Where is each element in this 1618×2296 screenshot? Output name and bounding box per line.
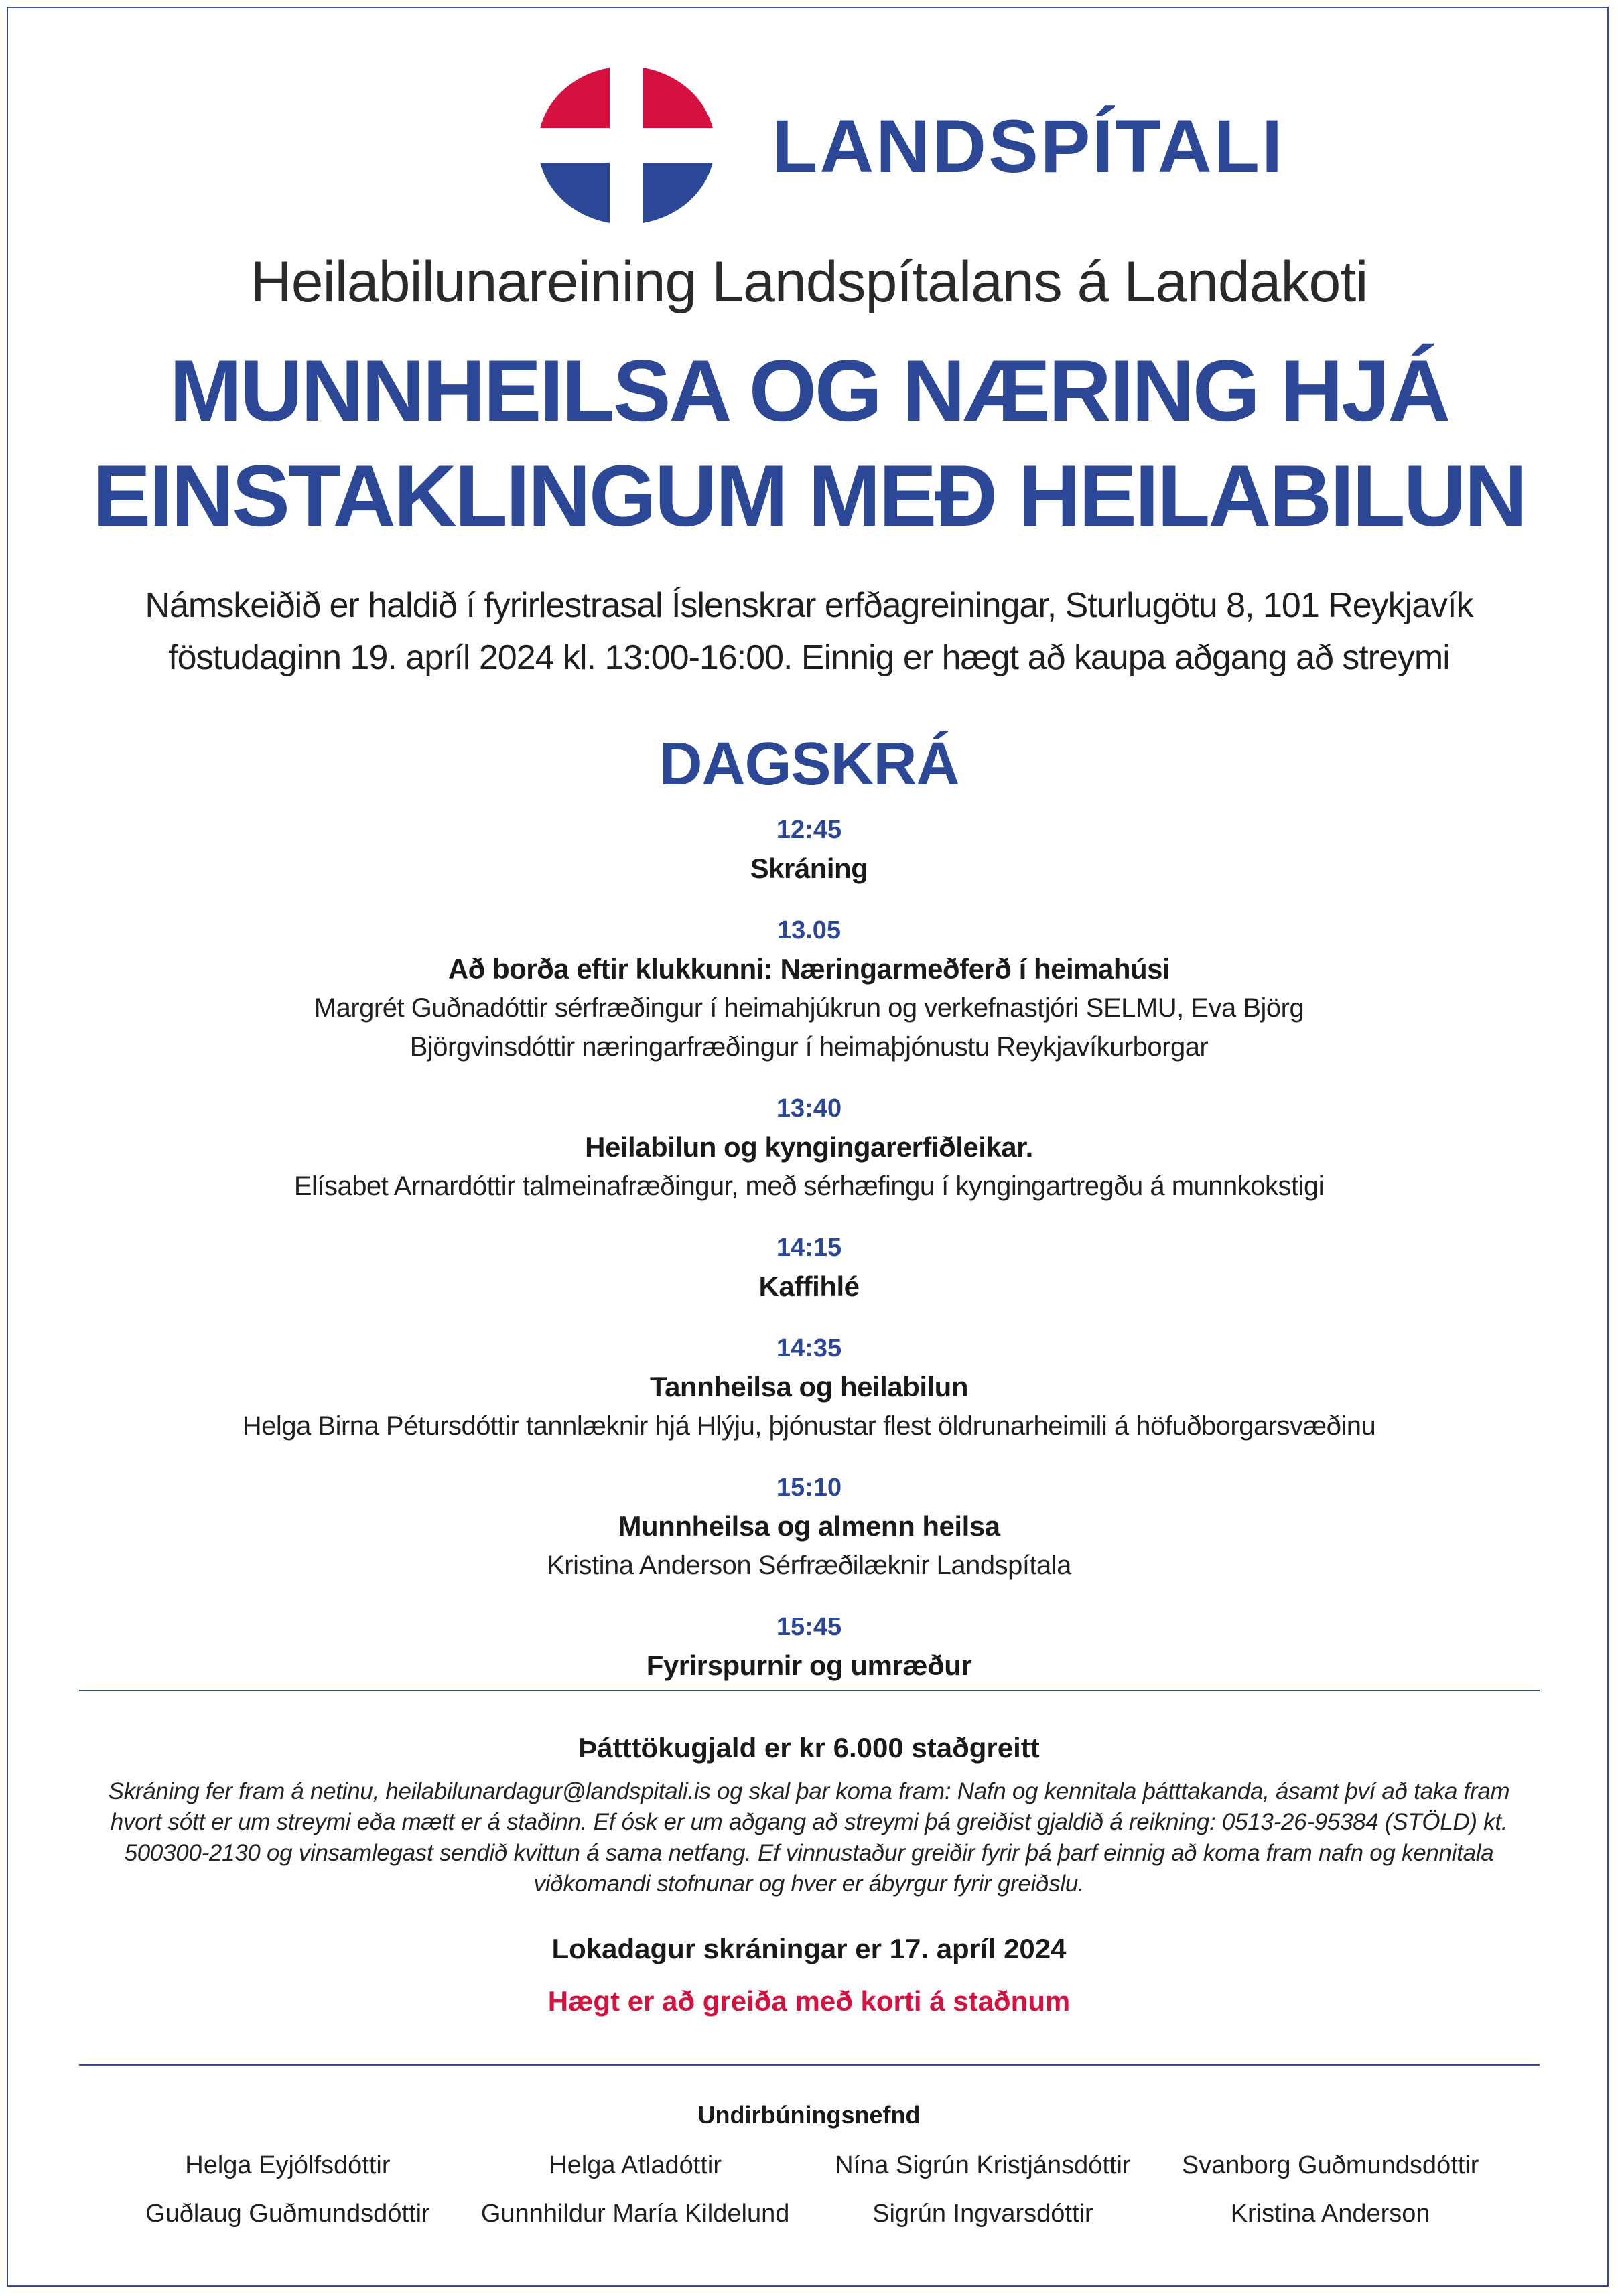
intro-line-1: Námskeiðið er haldið í fyrirlestrasal Íslenskrar erfðagreiningar, Sturlugötu 8, 101 Reykjavík bbox=[145, 586, 1473, 625]
agenda-item bbox=[0, 1329, 1618, 1445]
agenda-time: 13:40 bbox=[776, 1094, 842, 1123]
agenda-speaker: Margrét Guðnadóttir sérfræðingur í heimahjúkrun og verkefnastjóri SELMU, Eva Björg bbox=[314, 993, 1304, 1023]
agenda-topic: Kaffihlé bbox=[758, 1271, 860, 1302]
agenda-time: 14:35 bbox=[776, 1334, 842, 1362]
agenda-item bbox=[0, 1089, 1618, 1206]
agenda-heading: DAGSKRÁ bbox=[659, 731, 959, 798]
agenda-time: 13.05 bbox=[777, 916, 841, 944]
agenda-topic: Heilabilun og kyngingarerfiðleikar. bbox=[585, 1131, 1033, 1163]
page-title bbox=[0, 338, 1618, 549]
logo-wordmark: LANDSPÍTALI bbox=[772, 104, 1285, 188]
registration-details: Skráning fer fram á netinu, heilabilunardagur@landspitali.is og skal þar koma fram: Nafn og kennitala þátttakanda, ásamt því að taka fram hvort sótt er um streymi eða mætt er á staðinn. Ef ósk er um aðgang að streymi þá greiðist gjaldið á reikning: 0513-26-95384 (STÖLD) kt. 500300-2130 og vinsamlegast sendið kvittun á sama netfang. Ef vinnustaður greiðir fyrir þá þarf einnig að koma fram nafn og kennitala viðkomandi stofnunar og hver er ábyrgur fyrir greiðslu. bbox=[108, 1778, 1510, 1897]
committee-member: Svanborg Guðmundsdóttir bbox=[1181, 2151, 1479, 2179]
committee-member: Nína Sigrún Kristjánsdóttir bbox=[835, 2151, 1131, 2179]
committee-member: Gunnhildur María Kildelund bbox=[480, 2200, 790, 2228]
participation-fee: Þátttökugjald er kr 6.000 staðgreitt bbox=[578, 1732, 1040, 1764]
agenda-speaker: Elísabet Arnardóttir talmeinafræðingur, með sérhæfingu í kyngingartregðu á munnkokstigi bbox=[293, 1171, 1325, 1201]
agenda-speaker: Björgvinsdóttir næringarfræðingur í heimaþjónustu Reykjavíkurborgar bbox=[409, 1032, 1209, 1062]
committee-heading: Undirbúningsnefnd bbox=[697, 2101, 921, 2129]
agenda-topic: Að borða eftir klukkunni: Næringarmeðferð í heimahúsi bbox=[448, 953, 1170, 985]
agenda-topic: Tannheilsa og heilabilun bbox=[650, 1371, 968, 1403]
landspitali-logo bbox=[536, 64, 1285, 228]
agenda-time: 14:15 bbox=[776, 1234, 842, 1262]
agenda-item bbox=[0, 911, 1618, 1066]
committee-member: Guðlaug Guðmundsdóttir bbox=[145, 2200, 430, 2228]
agenda-item bbox=[0, 1468, 1618, 1585]
cross-emblem-icon bbox=[536, 64, 717, 228]
committee-member: Helga Atladóttir bbox=[549, 2151, 722, 2179]
title-line-1: MUNNHEILSA OG NÆRING HJÁ bbox=[169, 342, 1449, 439]
divider-line bbox=[79, 2064, 1540, 2066]
intro-line-2: föstudaginn 19. apríl 2024 kl. 13:00-16:00. Einnig er hægt að kaupa aðgang að streymi bbox=[168, 638, 1450, 677]
agenda-item bbox=[0, 810, 1618, 888]
committee-member: Sigrún Ingvarsdóttir bbox=[872, 2200, 1093, 2228]
event-intro bbox=[0, 579, 1618, 684]
agenda-time: 15:10 bbox=[776, 1474, 842, 1502]
agenda-speaker: Kristina Anderson Sérfræðilæknir Landspítala bbox=[547, 1551, 1071, 1580]
agenda-item bbox=[0, 1607, 1618, 1685]
agenda-time: 12:45 bbox=[776, 816, 842, 844]
title-line-2: EINSTAKLINGUM MEÐ HEILABILUN bbox=[92, 447, 1526, 545]
committee-member: Kristina Anderson bbox=[1230, 2200, 1430, 2228]
organizer-subtitle: Heilabilunareining Landspítalans á Landakoti bbox=[250, 250, 1368, 314]
agenda-speaker: Helga Birna Pétursdóttir tannlæknir hjá Hlýju, þjónustar flest öldrunarheimili á höfuðborgarsvæðinu bbox=[242, 1411, 1376, 1441]
agenda-topic: Munnheilsa og almenn heilsa bbox=[618, 1510, 1000, 1542]
divider-line bbox=[79, 1690, 1540, 1691]
agenda-topic: Fyrirspurnir og umræður bbox=[646, 1650, 972, 1681]
committee-members bbox=[114, 2150, 1504, 2229]
agenda-time: 15:45 bbox=[776, 1613, 842, 1641]
card-payment-note: Hægt er að greiða með korti á staðnum bbox=[547, 1985, 1071, 2017]
agenda-topic: Skráning bbox=[750, 853, 868, 884]
committee-member: Helga Eyjólfsdóttir bbox=[185, 2151, 391, 2179]
registration-deadline: Lokadagur skráningar er 17. apríl 2024 bbox=[551, 1933, 1067, 1964]
agenda-item bbox=[0, 1228, 1618, 1306]
agenda-list bbox=[0, 810, 1618, 1708]
